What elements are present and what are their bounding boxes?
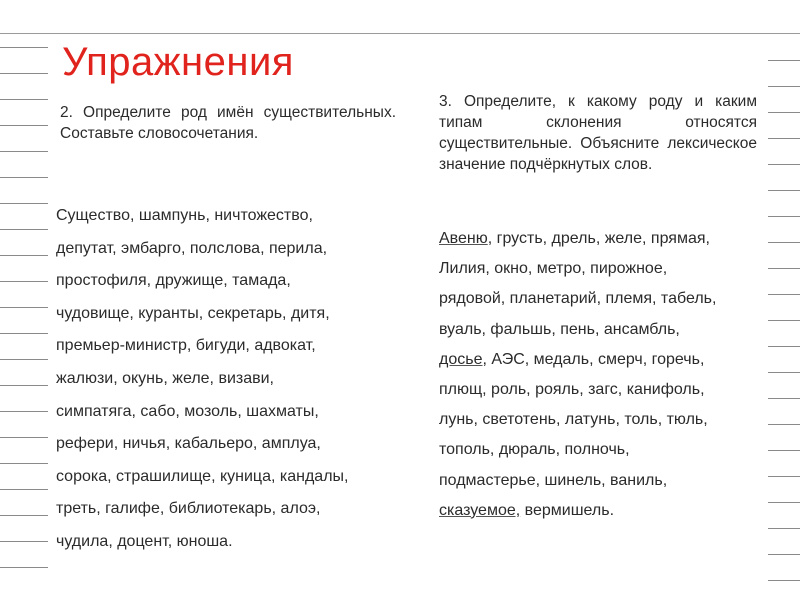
underlined-word: Авеню xyxy=(439,230,488,247)
word-line xyxy=(439,470,769,500)
margin-line xyxy=(0,541,48,542)
word-line xyxy=(439,258,769,288)
margin-line xyxy=(768,216,800,217)
word-line xyxy=(439,228,769,258)
margin-line xyxy=(768,164,800,165)
word-line: симпатяга, сабо, мозоль, шахматы, xyxy=(56,402,319,420)
task-3-prompt-text: 3. Определите, к какому роду и каким типам склонения относятся существительные. Объясните лексическое значение подчёркнутых слов. xyxy=(439,93,757,173)
word-line: депутат, эмбарго, полслова, перила, xyxy=(56,239,328,257)
underlined-word: сказуемое, xyxy=(439,501,521,519)
word-line: чудила, доцент, юноша. xyxy=(56,532,233,550)
margin-line xyxy=(768,86,800,87)
word-line-text: тополь, дюраль, полночь, xyxy=(439,441,630,459)
margin-line xyxy=(768,502,800,503)
page-title: Упражнения xyxy=(62,40,294,84)
margin-line xyxy=(768,190,800,191)
word-line xyxy=(439,349,769,379)
word-line xyxy=(439,288,769,318)
word-line: треть, галифе, библиотекарь, алоэ, xyxy=(56,500,321,518)
margin-line xyxy=(768,372,800,373)
word-line xyxy=(439,319,769,349)
margin-line xyxy=(0,411,48,412)
margin-line xyxy=(0,281,48,282)
margin-line xyxy=(0,567,48,568)
word-line: сорока, страшилище, куница, кандалы, xyxy=(56,467,349,485)
word-line xyxy=(439,500,769,530)
margin-line xyxy=(768,580,800,581)
margin-line xyxy=(0,489,48,490)
word-line-text: Лилия, окно, метро, пирожное, xyxy=(439,260,668,278)
word-line-text: вуаль, фальшь, пень, ансамбль, xyxy=(439,320,680,338)
word-line-text: рядовой, планетарий, племя, табель, xyxy=(439,290,717,308)
margin-line xyxy=(0,333,48,334)
margin-line xyxy=(0,177,48,178)
task-2-prompt xyxy=(60,102,396,144)
margin-line xyxy=(0,307,48,308)
margin-line xyxy=(768,320,800,321)
margin-line xyxy=(0,151,48,152)
top-divider xyxy=(0,33,800,34)
margin-line xyxy=(0,47,48,48)
margin-line xyxy=(0,203,48,204)
word-line xyxy=(439,409,769,439)
word-line-text: вермишель. xyxy=(520,501,615,519)
word-line xyxy=(439,439,769,469)
margin-line xyxy=(0,99,48,100)
margin-line xyxy=(768,398,800,399)
margin-line xyxy=(0,255,48,256)
word-line: простофиля, дружище, тамада, xyxy=(56,272,291,290)
margin-line xyxy=(768,476,800,477)
margin-line xyxy=(768,450,800,451)
margin-line xyxy=(0,437,48,438)
margin-line xyxy=(768,242,800,243)
margin-line xyxy=(0,229,48,230)
margin-line xyxy=(768,112,800,113)
underlined-word: досье, xyxy=(439,350,487,368)
task-3-word-list xyxy=(439,228,769,530)
word-line-text: АЭС, медаль, смерч, горечь, xyxy=(486,350,705,368)
right-ruled-margin xyxy=(768,0,800,600)
margin-line xyxy=(0,385,48,386)
left-ruled-margin xyxy=(0,0,50,600)
margin-line xyxy=(768,554,800,555)
margin-line xyxy=(768,138,800,139)
margin-line xyxy=(0,359,48,360)
task-2-prompt-text: 2. Определите род имён существительных. Составьте словосочетания. xyxy=(60,104,396,142)
task-2-word-list xyxy=(56,205,406,564)
word-line: рефери, ничья, кабальеро, амплуа, xyxy=(56,435,321,453)
word-line: премьер-министр, бигуди, адвокат, xyxy=(56,337,316,355)
margin-line xyxy=(768,60,800,61)
word-line: Существо, шампунь, ничтожество, xyxy=(56,207,313,224)
margin-line xyxy=(0,125,48,126)
word-line-text: лунь, светотень, латунь, толь, тюль, xyxy=(439,411,708,429)
margin-line xyxy=(768,528,800,529)
word-line: чудовище, куранты, секретарь, дитя, xyxy=(56,304,330,322)
margin-line xyxy=(768,294,800,295)
margin-line xyxy=(0,463,48,464)
word-line-text: подмастерье, шинель, ваниль, xyxy=(439,471,668,489)
margin-line xyxy=(768,346,800,347)
word-line-text: плющ, роль, рояль, загс, канифоль, xyxy=(439,380,705,398)
margin-line xyxy=(768,424,800,425)
margin-line xyxy=(0,73,48,74)
task-3-prompt xyxy=(439,91,757,175)
margin-line xyxy=(0,515,48,516)
margin-line xyxy=(768,268,800,269)
word-line-text: , грусть, дрель, желе, прямая, xyxy=(487,230,710,247)
word-line xyxy=(439,379,769,409)
word-line: жалюзи, окунь, желе, визави, xyxy=(56,369,274,387)
